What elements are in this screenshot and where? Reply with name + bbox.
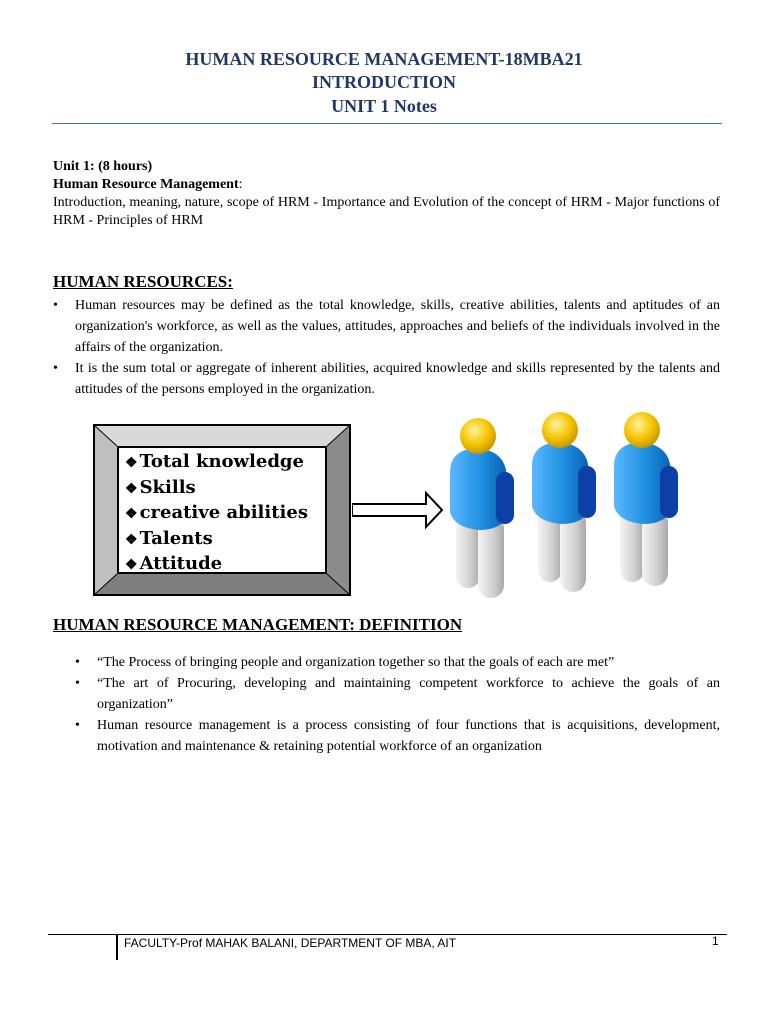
attribute-item: ❖ Talents xyxy=(125,527,213,549)
section-heading-human-resources: HUMAN RESOURCES: xyxy=(53,272,233,291)
attribute-item: ❖ Skills xyxy=(125,476,196,498)
footer-divider-tick xyxy=(116,934,118,960)
footer-divider xyxy=(48,934,727,935)
list-item: • It is the sum total or aggregate of inherent abilities, acquired knowledge and skills represented by the talents and attitudes of the persons employed in the organization. xyxy=(53,361,720,397)
human-resources-list xyxy=(53,295,720,400)
diamond-bullet-icon: ❖ xyxy=(125,557,138,573)
list-item: • “The art of Procuring, developing and maintaining competent workforce to achieve the goals of an organization” xyxy=(75,676,720,712)
unit-title: Unit 1: (8 hours) xyxy=(53,159,153,174)
attribute-item: ❖ Total knowledge xyxy=(125,451,304,472)
list-item-text: Human resources may be defined as the total knowledge, skills, creative abilities, talents and aptitudes of an organization's workforce, as well as the values, attitudes, approaches and beliefs of the individuals involved in the affairs of the organization. xyxy=(75,298,720,355)
document-unit-label: UNIT 1 Notes xyxy=(331,96,437,116)
list-item: • Human resources may be defined as the total knowledge, skills, creative abilities, talents and aptitudes of an organization's workforce, as well as the values, attitudes, approaches and beliefs of the individuals involved in the affairs of the organization. xyxy=(53,298,720,355)
unit-subject-line xyxy=(53,176,720,194)
hr-attributes-list xyxy=(125,450,308,578)
unit-subject: Human Resource Management xyxy=(53,177,239,192)
unit-topics: Introduction, meaning, nature, scope of HRM - Importance and Evolution of the concept of HRM - Major functions of HRM - Principles of HRM xyxy=(53,195,720,228)
list-item: • “The Process of bringing people and organization together so that the goals of each are met” xyxy=(75,655,615,670)
list-item-text: “The Process of bringing people and organization together so that the goals of each are met” xyxy=(97,655,615,670)
person-figure xyxy=(450,418,514,598)
people-group-icon xyxy=(440,412,700,602)
document-subtitle: INTRODUCTION xyxy=(311,72,457,92)
hr-attributes-panel xyxy=(117,446,327,574)
arrow-right-icon xyxy=(352,490,444,530)
document-header xyxy=(0,48,768,118)
page-number: 1 xyxy=(712,934,719,948)
diamond-bullet-icon: ❖ xyxy=(125,531,138,548)
diamond-bullet-icon: ❖ xyxy=(125,480,138,497)
list-item-text: Human resource management is a process consisting of four functions that is acquisitions, development, motivation and maintenance & retaining potential workforce of an organization xyxy=(97,718,720,754)
list-item-text: “The art of Procuring, developing and maintaining competent workforce to achieve the goals of an organization” xyxy=(97,676,720,712)
diamond-bullet-icon: ❖ xyxy=(125,455,138,471)
list-item-text: It is the sum total or aggregate of inherent abilities, acquired knowledge and skills represented by the talents and attitudes of the persons employed in the organization. xyxy=(75,361,720,397)
unit-subject-suffix: : xyxy=(238,177,243,192)
hrm-definition-list xyxy=(75,652,720,757)
attribute-item: ❖ Attitude xyxy=(125,553,223,574)
person-figure xyxy=(614,412,678,586)
list-item: • Human resource management is a process consisting of four functions that is acquisitions, development, motivation and maintenance & retaining potential workforce of an organization xyxy=(75,718,720,754)
diamond-bullet-icon: ❖ xyxy=(125,506,138,522)
section-heading-hrm-definition: HUMAN RESOURCE MANAGEMENT: DEFINITION xyxy=(53,615,463,634)
person-figure xyxy=(532,412,596,592)
footer-faculty-text: FACULTY-Prof MAHAK BALANI, DEPARTMENT OF MBA, AIT xyxy=(124,936,457,950)
header-divider xyxy=(52,123,722,124)
document-title: HUMAN RESOURCE MANAGEMENT-18MBA21 xyxy=(185,49,583,69)
hr-attributes-frame xyxy=(93,424,351,596)
attribute-item: ❖ creative abilities xyxy=(125,502,308,523)
unit-info xyxy=(53,158,720,230)
